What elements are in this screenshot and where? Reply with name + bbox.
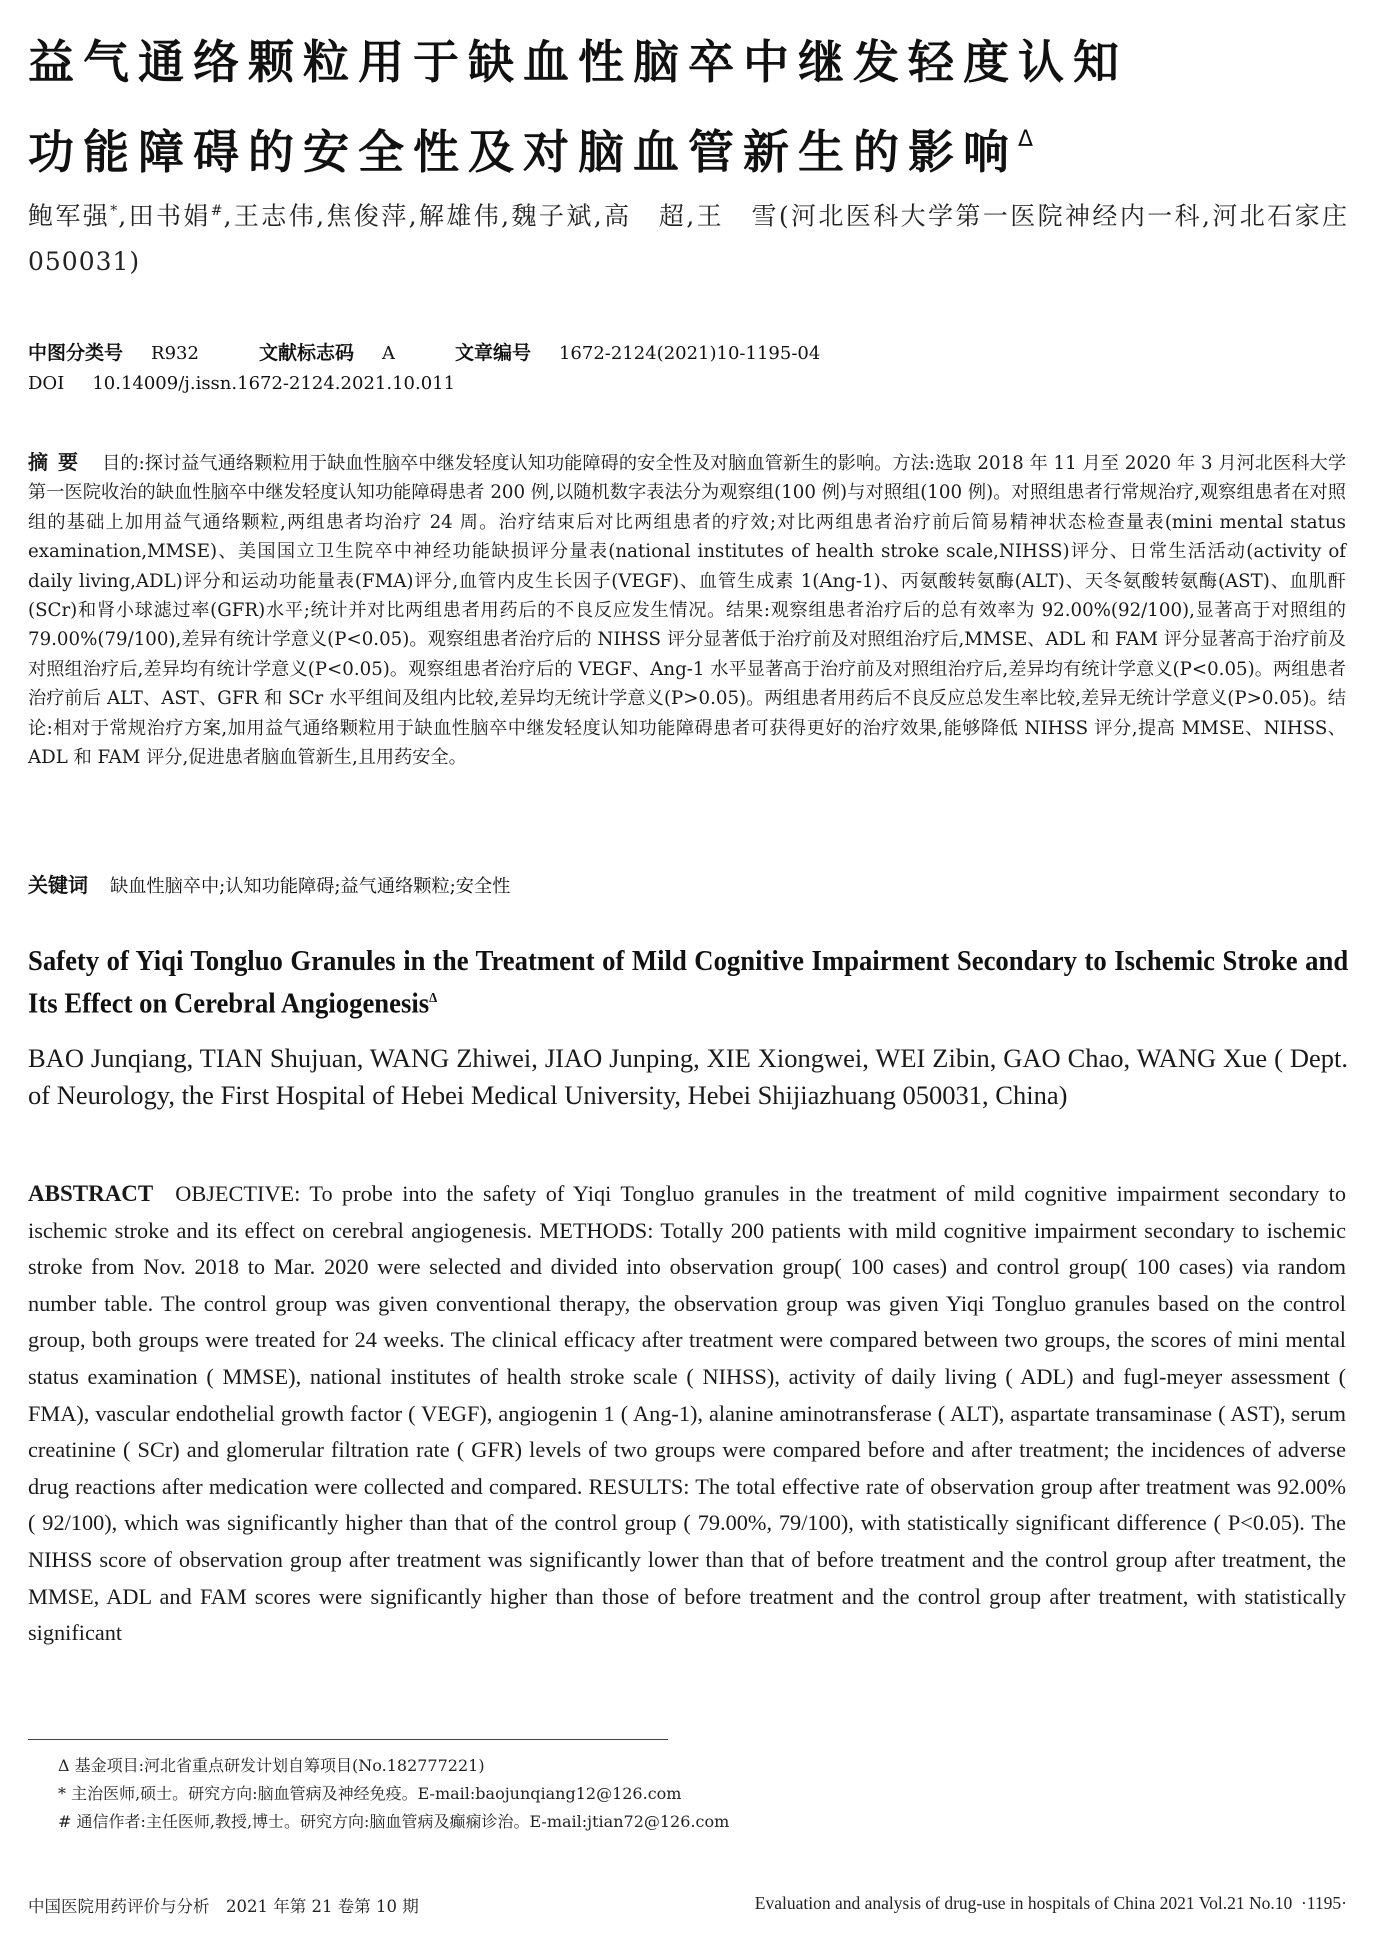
abstract-en bbox=[28, 1176, 1346, 1652]
keywords-cn bbox=[28, 870, 1346, 902]
authors-rest-affiliation: ,王志伟,焦俊萍,解雄伟,魏子斌,高 超,王 雪(河北医科大学第一医院神经内一科,河北石家庄 050031) bbox=[28, 201, 1375, 277]
clc-label: 中图分类号 bbox=[28, 342, 124, 364]
doi-line bbox=[28, 373, 455, 394]
running-footer-right bbox=[755, 1893, 1347, 1914]
author-corresponding: ,田书娟 bbox=[118, 201, 211, 231]
title-cn-second-line bbox=[28, 100, 1348, 192]
footnote-funding: Δ 基金项目:河北省重点研发计划自筹项目(No.182777221) bbox=[58, 1756, 485, 1775]
article-no-value: 1672-2124(2021)10-1195-04 bbox=[558, 343, 821, 364]
keywords-cn-text: 缺血性脑卒中;认知功能障碍;益气通络颗粒;安全性 bbox=[110, 876, 511, 897]
abstract-cn-label: 摘要 bbox=[28, 450, 89, 474]
authors-cn bbox=[28, 188, 1375, 285]
author-first: 鲍军强 bbox=[28, 201, 111, 231]
footnote-corresponding-author: # 通信作者:主任医师,教授,博士。研究方向:脑血管病及癫痫诊治。E-mail:jtian72@126.com bbox=[58, 1812, 730, 1831]
clc-value: R932 bbox=[151, 343, 199, 364]
article-no-label: 文章编号 bbox=[454, 342, 531, 364]
abstract-cn bbox=[28, 448, 1346, 772]
keywords-cn-label: 关键词 bbox=[28, 873, 88, 897]
footnotes bbox=[58, 1752, 1058, 1836]
author-mark-asterisk: * bbox=[110, 203, 119, 219]
title-en-mark: Δ bbox=[429, 991, 438, 1006]
page-number: ·1195· bbox=[1300, 1893, 1347, 1913]
authors-en-text: BAO Junqiang, TIAN Shujuan, WANG Zhiwei, JIAO Junping, XIE Xiongwei, WEI Zibin, GAO Chao, WANG Xue ( Dept. of Neurology, the First Hospital of Hebei Medical University, Hebei Shijiazhuang 050031, China) bbox=[28, 1043, 1348, 1110]
author-mark-hash: # bbox=[210, 203, 224, 219]
journal-name-en: Evaluation and analysis of drug-use in hospitals of China 2021 Vol.21 No.10 bbox=[754, 1893, 1293, 1913]
classification-line bbox=[28, 338, 820, 365]
abstract-cn-text: 目的:探讨益气通络颗粒用于缺血性脑卒中继发轻度认知功能障碍的安全性及对脑血管新生的影响。方法:选取 2018 年 11 月至 2020 年 3 月河北医科大学第一医院收治的缺血性脑卒中继发轻度认知功能障碍患者 200 例,以随机数字表法分为观察组(100 例)与对照组(100 例)。对照组患者行常规治疗,观察组患者在对照组的基础上加用益气通络颗粒,两组患者均治疗 24 周。治疗结束后对比两组患者的疗效;对比两组患者治疗前后简易精神状态检查量表(mini mental status examination,MMSE)、美国国立卫生院卒中神经功能缺损评分量表(national institutes of health stroke scale,NIHSS)评分、日常生活活动(activity of daily living,ADL)评分和运动功能量表(FMA)评分,血管内皮生长因子(VEGF)、血管生成素 1(Ang-1)、丙氨酸转氨酶(ALT)、天冬氨酸转氨酶(AST)、血肌酐(SCr)和肾小球滤过率(GFR)水平;统计并对比两组患者用药后的不良反应发生情况。结果:观察组患者治疗后的总有效率为 92.00%(92/100),显著高于对照组的 79.00%(79/100),差异有统计学意义(P<0.05)。观察组患者治疗后的 NIHSS 评分显著低于治疗前及对照组治疗后,MMSE、ADL 和 FAM 评分显著高于治疗前及对照组治疗后,差异均有统计学意义(P<0.05)。观察组患者治疗后的 VEGF、Ang-1 水平显著高于治疗前及对照组治疗后,差异均有统计学意义(P<0.05)。两组患者治疗前后 ALT、AST、GFR 和 SCr 水平组间及组内比较,差异均无统计学意义(P>0.05)。两组患者用药后不良反应总发生率比较,差异无统计学意义(P>0.05)。结论:相对于常规治疗方案,加用益气通络颗粒用于缺血性脑卒中继发轻度认知功能障碍患者可获得更好的治疗效果,能够降低 NIHSS 评分,提高 MMSE、NIHSS、ADL 和 FAM 评分,促进患者脑血管新生,且用药安全。 bbox=[28, 453, 1347, 769]
title-en bbox=[28, 942, 1348, 1023]
running-footer-left: 中国医院用药评价与分析 2021 年第 21 卷第 10 期 bbox=[28, 1897, 419, 1916]
abstract-en-text: OBJECTIVE: To probe into the safety of Yiqi Tongluo granules in the treatment of mild cognitive impairment secondary to ischemic stroke and its effect on cerebral angiogenesis. METHODS: Totally 200 patients with mild cognitive impairment secondary to ischemic stroke from Nov. 2018 to Mar. 2020 were selected and divided into observation group( 100 cases) and control group( 100 cases) via random number table. The control group was given conventional therapy, the observation group was given Yiqi Tongluo granules based on the control group, both groups were treated for 24 weeks. The clinical efficacy after treatment were compared between two groups, the scores of mini mental status examination ( MMSE), national institutes of health stroke scale ( NIHSS), activity of daily living ( ADL) and fugl-meyer assessment ( FMA), vascular endothelial growth factor ( VEGF), angiogenin 1 ( Ang-1), alanine aminotransferase ( ALT), aspartate transaminase ( AST), serum creatinine ( SCr) and glomerular filtration rate ( GFR) levels of two groups were compared before and after treatment; the incidences of adverse drug reactions after medication were collected and compared. RESULTS: The total effective rate of observation group after treatment was 92.00% ( 92/100), which was significantly higher than that of the control group ( 79.00%, 79/100), with statistically significant difference ( P<0.05). The NIHSS score of observation group after treatment was significantly lower than that of before treatment and the control group after treatment, the MMSE, ADL and FAM scores were significantly higher than those of before treatment and the control group after treatment, with statistically significant bbox=[28, 1181, 1346, 1646]
title-cn-line1: 益气通络颗粒用于缺血性脑卒中继发轻度认知 bbox=[28, 35, 1128, 89]
footnote-first-author: * 主治医师,硕士。研究方向:脑血管病及神经免疫。E-mail:baojunqiang12@126.com bbox=[58, 1784, 682, 1803]
title-cn bbox=[28, 22, 1348, 102]
funding-mark: Δ bbox=[1018, 127, 1034, 152]
abstract-en-label: ABSTRACT bbox=[28, 1181, 154, 1206]
doc-code-label: 文献标志码 bbox=[258, 342, 354, 364]
doi-label: DOI bbox=[28, 373, 65, 394]
title-en-text: Safety of Yiqi Tongluo Granules in the Treatment of Mild Cognitive Impairment Secondary to Ischemic Stroke and Its Effect on Cerebral Angiogenesis bbox=[28, 945, 1349, 1020]
doc-code-value: A bbox=[381, 343, 395, 364]
title-cn-line2: 功能障碍的安全性及对脑血管新生的影响 bbox=[28, 125, 1018, 179]
authors-en bbox=[28, 1040, 1348, 1114]
footnote-divider bbox=[28, 1739, 668, 1740]
doi-link[interactable]: 10.14009/j.issn.1672-2124.2021.10.011 bbox=[92, 373, 456, 394]
